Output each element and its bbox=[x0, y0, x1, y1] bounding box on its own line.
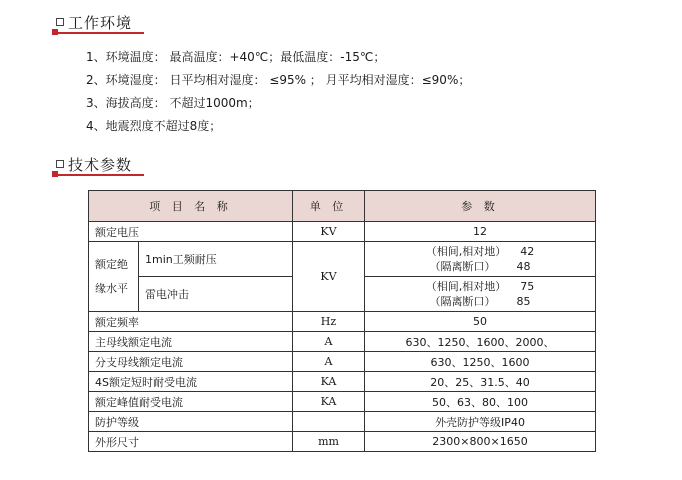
value-line: （相间,相对地） 75 bbox=[425, 280, 535, 293]
table-row bbox=[89, 352, 596, 372]
table-row bbox=[89, 432, 596, 452]
row-value: 12 bbox=[365, 222, 596, 242]
row-unit: Hz bbox=[293, 312, 365, 332]
table-row bbox=[89, 242, 596, 277]
env-section bbox=[56, 12, 132, 32]
table-row bbox=[89, 372, 596, 392]
row-value bbox=[365, 277, 596, 312]
env-item-altitude: 3、海拔高度： 不超过1000m； bbox=[86, 96, 260, 110]
tech-title: 技术参数 bbox=[68, 155, 133, 174]
table-header-row bbox=[89, 191, 596, 222]
row-name: 4S额定短时耐受电流 bbox=[89, 372, 293, 392]
env-title: 工作环境 bbox=[68, 13, 133, 32]
row-name: 分支母线额定电流 bbox=[89, 352, 293, 372]
env-item-temperature: 1、环境温度： 最高温度：+40℃；最低温度：-15℃； bbox=[86, 50, 386, 64]
env-item-humidity: 2、环境湿度： 日平均相对湿度： ≤95% ； 月平均相对湿度：≤90%； bbox=[86, 73, 471, 87]
value-line: （隔离断口） 85 bbox=[429, 295, 531, 308]
row-value bbox=[365, 242, 596, 277]
row-name: 额定峰值耐受电流 bbox=[89, 392, 293, 412]
row-name: 外形尺寸 bbox=[89, 432, 293, 452]
table-row bbox=[89, 412, 596, 432]
insulation-label-line2: 缘水平 bbox=[95, 281, 128, 295]
row-unit: A bbox=[293, 332, 365, 352]
env-list bbox=[86, 46, 470, 138]
square-bullet-icon bbox=[56, 18, 64, 26]
row-value: 2300×800×1650 bbox=[365, 432, 596, 452]
table-row bbox=[89, 392, 596, 412]
header-unit: 单 位 bbox=[293, 191, 365, 222]
row-unit: KA bbox=[293, 372, 365, 392]
square-bullet-icon bbox=[56, 160, 64, 168]
row-unit: A bbox=[293, 352, 365, 372]
header-item-name: 项 目 名 称 bbox=[89, 191, 293, 222]
table-row bbox=[89, 222, 596, 242]
row-value: 50、63、80、100 bbox=[365, 392, 596, 412]
env-heading bbox=[56, 12, 132, 32]
row-value: 630、1250、1600、2000、 bbox=[365, 332, 596, 352]
row-value: 630、1250、1600 bbox=[365, 352, 596, 372]
row-name: 主母线额定电流 bbox=[89, 332, 293, 352]
env-item-seismic: 4、地震烈度不超过8度； bbox=[86, 119, 222, 133]
row-name: 防护等级 bbox=[89, 412, 293, 432]
tech-params-table bbox=[88, 190, 596, 452]
value-line: （相间,相对地） 42 bbox=[425, 245, 535, 258]
value-line: （隔离断口） 48 bbox=[429, 260, 531, 273]
row-unit: mm bbox=[293, 432, 365, 452]
row-unit: KV bbox=[293, 242, 365, 312]
insulation-label-line1: 额定绝 bbox=[95, 257, 128, 271]
row-name: 1min工频耐压 bbox=[139, 242, 293, 277]
row-value: 外壳防护等级IP40 bbox=[365, 412, 596, 432]
tech-heading bbox=[56, 154, 132, 174]
row-unit: KV bbox=[293, 222, 365, 242]
row-value: 20、25、31.5、40 bbox=[365, 372, 596, 392]
row-name: 额定电压 bbox=[89, 222, 293, 242]
header-params: 参 数 bbox=[365, 191, 596, 222]
heading-underline bbox=[56, 174, 144, 176]
insulation-group-label bbox=[89, 242, 139, 312]
row-name: 额定频率 bbox=[89, 312, 293, 332]
row-name: 雷电冲击 bbox=[139, 277, 293, 312]
row-value: 50 bbox=[365, 312, 596, 332]
table-row bbox=[89, 312, 596, 332]
heading-underline bbox=[56, 32, 144, 34]
tech-section bbox=[56, 154, 132, 174]
table-row bbox=[89, 332, 596, 352]
row-unit: KA bbox=[293, 392, 365, 412]
row-unit bbox=[293, 412, 365, 432]
